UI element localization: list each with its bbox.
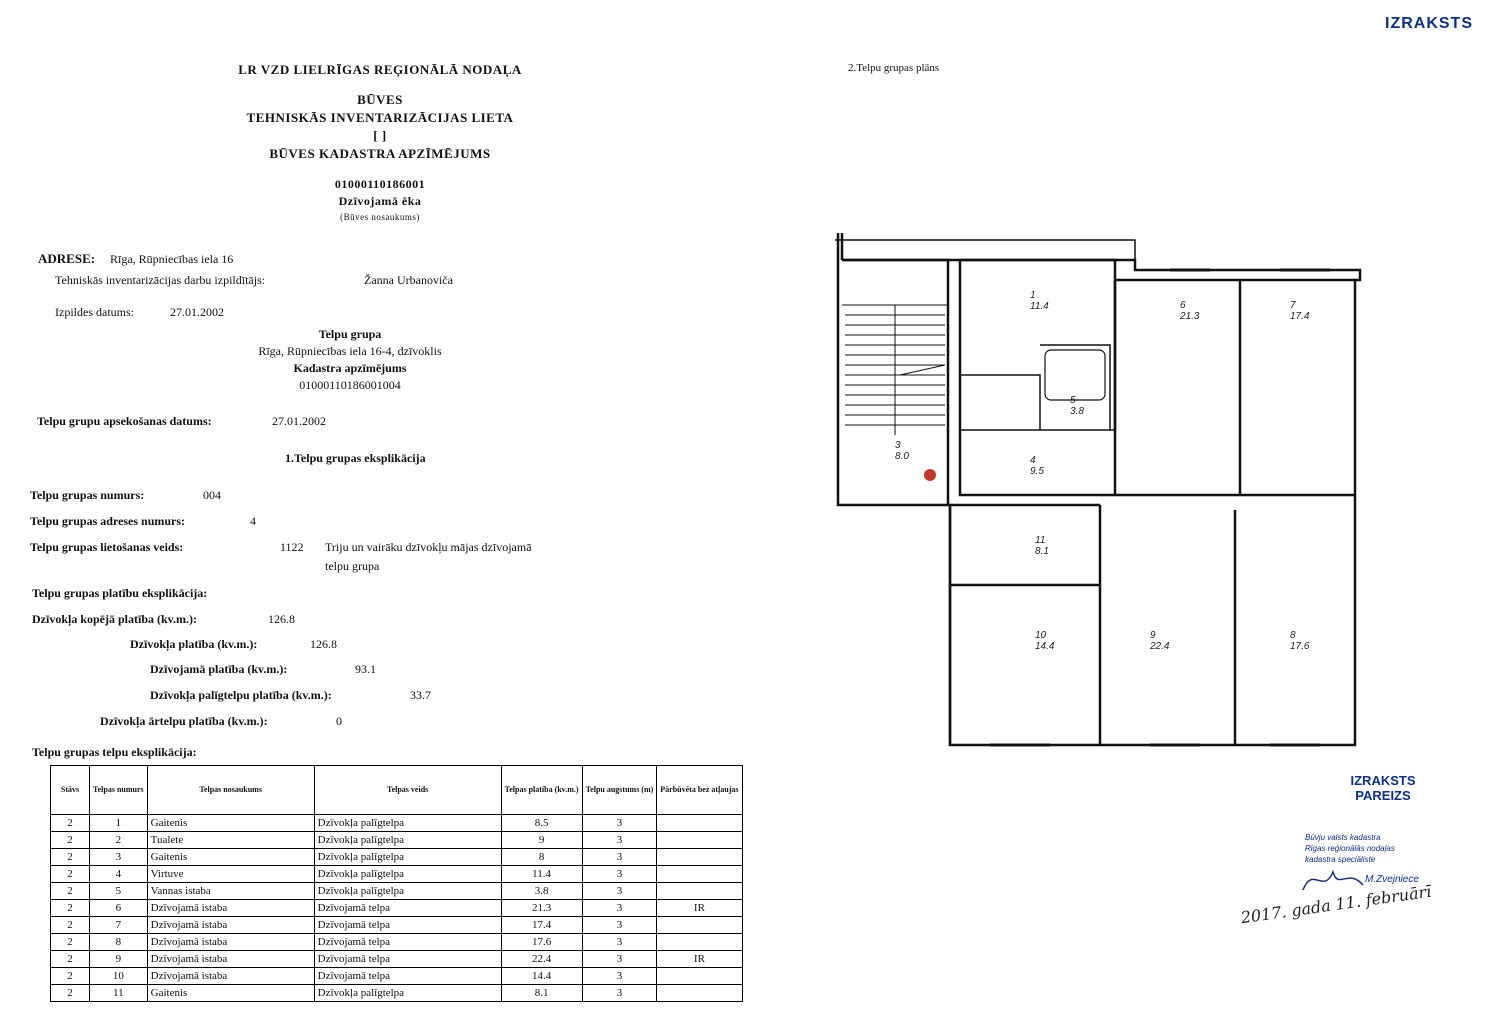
- table-cell: 2: [51, 849, 90, 866]
- address-value: Rīga, Rūpniecības iela 16: [110, 252, 234, 266]
- section-2-title: 2.Telpu grupas plāns: [848, 62, 940, 74]
- table-cell: 3: [582, 985, 657, 1002]
- col-header: Telpas numurs: [90, 766, 148, 815]
- plan-room: 8 17.6: [1290, 630, 1310, 652]
- table-cell: IR: [657, 951, 742, 968]
- table-cell: Dzīvojamā istaba: [147, 951, 314, 968]
- table-cell: 11: [90, 985, 148, 1002]
- outer-area-label: Dzīvokļa ārtelpu platība (kv.m.):: [100, 714, 268, 728]
- table-cell: Dzīvojamā telpa: [314, 917, 501, 934]
- table-cell: 2: [51, 985, 90, 1002]
- table-cell: 10: [90, 968, 148, 985]
- table-cell: Vannas istaba: [147, 883, 314, 900]
- table-cell: Dzīvokļa palīgtelpa: [314, 815, 501, 832]
- table-cell: 9: [501, 832, 582, 849]
- table-cell: Dzīvojamā istaba: [147, 968, 314, 985]
- table-cell: Dzīvojamā telpa: [314, 934, 501, 951]
- executor-value: Žanna Urbanoviča: [364, 273, 453, 287]
- table-cell: 3.8: [501, 883, 582, 900]
- table-row: [51, 917, 743, 934]
- table-cell: 8: [90, 934, 148, 951]
- table-cell: 1: [90, 815, 148, 832]
- table-cell: Dzīvokļa palīgtelpa: [314, 985, 501, 1002]
- table-cell: 8.5: [501, 815, 582, 832]
- table-cell: 5: [90, 883, 148, 900]
- table-cell: 4: [90, 866, 148, 883]
- table-cell: 2: [90, 832, 148, 849]
- table-cell: [657, 866, 742, 883]
- table-cell: [657, 934, 742, 951]
- flat-area-label: Dzīvokļa platība (kv.m.):: [130, 637, 258, 651]
- flat-area-value: 126.8: [310, 637, 337, 651]
- table-cell: 3: [582, 968, 657, 985]
- table-cell: 11.4: [501, 866, 582, 883]
- total-area-value: 126.8: [268, 612, 295, 626]
- group-num-value: 004: [203, 488, 221, 502]
- table-row: [51, 934, 743, 951]
- table-cell: Dzīvokļa palīgtelpa: [314, 849, 501, 866]
- header-line2: TEHNISKĀS INVENTARIZĀCIJAS LIETA: [246, 110, 514, 125]
- plan-room: 7 17.4: [1290, 300, 1310, 322]
- table-cell: Gaitenis: [147, 815, 314, 832]
- floor-plan: [830, 225, 1370, 750]
- date-value: 27.01.2002: [170, 305, 224, 319]
- use-desc2: telpu grupa: [325, 559, 380, 573]
- table-cell: 2: [51, 934, 90, 951]
- group-num-label: Telpu grupas numurs:: [30, 488, 145, 502]
- izraksts-stamp-top: IZRAKSTS: [1385, 15, 1473, 32]
- plan-room: 9 22.4: [1150, 630, 1170, 652]
- table-cell: 2: [51, 866, 90, 883]
- plan-room: 10 14.4: [1035, 630, 1055, 652]
- table-cell: 8: [501, 849, 582, 866]
- plan-room: 11 8.1: [1035, 535, 1049, 557]
- table-row: [51, 985, 743, 1002]
- col-header: Pārbūvēta bez atļaujas: [657, 766, 742, 815]
- table-cell: 6: [90, 900, 148, 917]
- table-cell: 2: [51, 815, 90, 832]
- table-cell: [657, 849, 742, 866]
- table-cell: Dzīvokļa palīgtelpa: [314, 883, 501, 900]
- table-cell: 2: [51, 917, 90, 934]
- group-address: Rīga, Rūpniecības iela 16-4, dzīvoklis: [258, 344, 442, 358]
- handwritten-date: 2017. gada 11. februārī: [1239, 881, 1433, 928]
- group-kad-label: Kadastra apzīmējums: [293, 361, 407, 375]
- table-cell: Dzīvojamā telpa: [314, 968, 501, 985]
- table-cell: 22.4: [501, 951, 582, 968]
- table-cell: Gaitenis: [147, 849, 314, 866]
- table-cell: 3: [582, 900, 657, 917]
- table-cell: 9: [90, 951, 148, 968]
- plan-room: 1 11.4: [1030, 290, 1049, 312]
- table-row: [51, 900, 743, 917]
- table-cell: 3: [582, 815, 657, 832]
- table-cell: 3: [582, 917, 657, 934]
- date-label: Izpildes datums:: [55, 305, 134, 319]
- table-cell: 8.1: [501, 985, 582, 1002]
- table-cell: [657, 832, 742, 849]
- col-header: Stāvs: [51, 766, 90, 815]
- group-title: Telpu grupa: [318, 327, 382, 341]
- table-row: [51, 815, 743, 832]
- table-row: [51, 951, 743, 968]
- table-row: [51, 968, 743, 985]
- table-heading: Telpu grupas telpu eksplikācija:: [32, 745, 197, 759]
- area-heading: Telpu grupas platību eksplikācija:: [32, 586, 208, 600]
- table-cell: 21.3: [501, 900, 582, 917]
- table-cell: 3: [582, 832, 657, 849]
- col-header: Telpu augstums (m): [582, 766, 657, 815]
- table-cell: 2: [51, 832, 90, 849]
- use-label: Telpu grupas lietošanas veids:: [30, 540, 184, 554]
- table-cell: 14.4: [501, 968, 582, 985]
- plan-room: 6 21.3: [1180, 300, 1200, 322]
- org-title: LR VZD LIELRĪGAS REĢIONĀLĀ NODAĻA: [238, 62, 522, 77]
- use-desc1: Triju un vairāku dzīvokļu mājas dzīvojamā: [325, 540, 532, 554]
- table-row: [51, 832, 743, 849]
- table-cell: 3: [582, 883, 657, 900]
- plan-room: 5 3.8: [1070, 395, 1084, 417]
- table-cell: 3: [582, 951, 657, 968]
- table-cell: Dzīvokļa palīgtelpa: [314, 866, 501, 883]
- table-cell: 3: [582, 866, 657, 883]
- header-line1: BŪVES: [357, 92, 403, 107]
- group-addr-num-label: Telpu grupas adreses numurs:: [30, 514, 186, 528]
- building-sub: (Būves nosaukums): [340, 212, 420, 222]
- table-cell: [657, 968, 742, 985]
- table-row: [51, 866, 743, 883]
- plan-room: 3 8.0: [895, 440, 909, 462]
- col-header: Telpas platība (kv.m.): [501, 766, 582, 815]
- inspect-value: 27.01.2002: [272, 414, 326, 428]
- section-1-title: 1.Telpu grupas eksplikācija: [285, 451, 426, 465]
- address-label: ADRESE:: [38, 251, 96, 266]
- header-line4: BŪVES KADASTRA APZĪMĒJUMS: [269, 146, 491, 161]
- table-cell: 2: [51, 900, 90, 917]
- table-cell: IR: [657, 900, 742, 917]
- building-type: Dzīvojamā ēka: [338, 194, 422, 208]
- table-cell: [657, 985, 742, 1002]
- aux-area-value: 33.7: [410, 688, 431, 702]
- inspect-label: Telpu grupu apsekošanas datums:: [37, 414, 212, 428]
- table-cell: 7: [90, 917, 148, 934]
- table-row: [51, 883, 743, 900]
- aux-area-label: Dzīvokļa palīgtelpu platība (kv.m.):: [150, 688, 332, 702]
- col-header: Telpas nosaukums: [147, 766, 314, 815]
- group-kad-value: 01000110186001004: [299, 378, 401, 392]
- header-line3: [ ]: [373, 128, 387, 143]
- table-cell: 2: [51, 883, 90, 900]
- table-header-row: [51, 766, 743, 815]
- use-code: 1122: [280, 540, 304, 554]
- table-cell: 2: [51, 968, 90, 985]
- table-cell: Virtuve: [147, 866, 314, 883]
- table-cell: [657, 917, 742, 934]
- table-cell: Dzīvojamā telpa: [314, 900, 501, 917]
- table-cell: 2: [51, 951, 90, 968]
- stamp-name: M.Zvejniece: [1365, 874, 1419, 885]
- stamp-details: Būvju valsts kadastra Rīgas reģionālās nodaļas kadastra speciāliste: [1305, 833, 1395, 864]
- total-area-label: Dzīvokļa kopējā platība (kv.m.):: [32, 612, 198, 626]
- table-cell: 17.4: [501, 917, 582, 934]
- living-area-label: Dzīvojamā platība (kv.m.):: [150, 662, 288, 676]
- table-cell: 3: [582, 934, 657, 951]
- living-area-value: 93.1: [355, 662, 376, 676]
- table-cell: Gaitenis: [147, 985, 314, 1002]
- table-row: [51, 849, 743, 866]
- col-header: Telpas veids: [314, 766, 501, 815]
- plan-room: 4 9.5: [1030, 455, 1044, 477]
- table-cell: Dzīvokļa palīgtelpa: [314, 832, 501, 849]
- rooms-table: [50, 765, 743, 1002]
- table-cell: 3: [582, 849, 657, 866]
- kadastrs-number: 01000110186001: [334, 177, 426, 191]
- outer-area-value: 0: [336, 714, 342, 728]
- table-cell: Dzīvojamā telpa: [314, 951, 501, 968]
- table-cell: [657, 883, 742, 900]
- table-cell: 3: [90, 849, 148, 866]
- table-cell: [657, 815, 742, 832]
- table-cell: 17.6: [501, 934, 582, 951]
- table-cell: Tualete: [147, 832, 314, 849]
- table-cell: Dzīvojamā istaba: [147, 917, 314, 934]
- table-cell: Dzīvojamā istaba: [147, 934, 314, 951]
- table-cell: Dzīvojamā istaba: [147, 900, 314, 917]
- certified-stamp: IZRAKSTS PAREIZS: [1350, 773, 1416, 803]
- executor-label: Tehniskās inventarizācijas darbu izpildītājs:: [55, 273, 266, 287]
- group-addr-num-value: 4: [250, 514, 256, 528]
